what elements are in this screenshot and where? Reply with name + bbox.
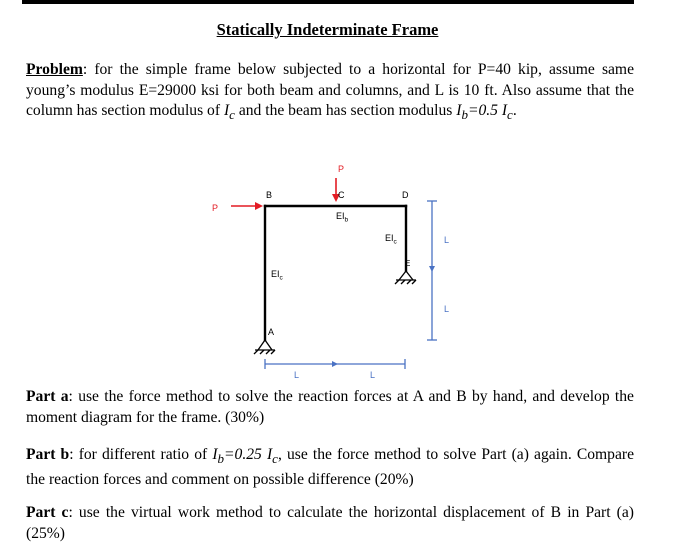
part-a: [26, 387, 634, 428]
right-column-stiffness-label: $EI_c$: [385, 233, 397, 246]
page-title: Statically Indeterminate Frame: [216, 20, 439, 39]
left-column-stiffness-label: $EI_c$: [271, 269, 283, 282]
node-c-label: C: [338, 190, 345, 200]
support-a: [254, 340, 275, 354]
part-c: [26, 503, 634, 544]
vertical-dimension: [427, 201, 437, 340]
problem-text-3: .: [512, 102, 517, 119]
beam-stiffness-label: $EI_b$: [336, 211, 349, 224]
dim-horizontal-right-label: L: [370, 370, 376, 380]
ib-ratio-subscript: c: [507, 107, 513, 123]
ib-symbol: I: [456, 102, 462, 119]
part-b-text-2: , use the force method to solve Part (a) again. Compare the reaction forces and comment on possible difference (20%): [26, 446, 634, 488]
vertical-load-label: P: [338, 164, 345, 174]
part-c-text: : use the virtual work method to calculate the horizontal displacement of B in Part (a) (25%): [26, 504, 634, 542]
ic-subscript: c: [229, 107, 235, 123]
horizontal-load-arrow: [231, 202, 263, 210]
problem-label: Problem: [26, 61, 83, 78]
node-b-label: B: [266, 190, 273, 200]
part-a-text: : use the force method to solve the reaction forces at A and B by hand, and develop the moment diagram for the frame. (30%): [26, 388, 634, 426]
part-b: [26, 445, 634, 490]
dim-horizontal-left-label: L: [294, 370, 300, 380]
ib-ratio: =0.5 I: [467, 102, 508, 119]
part-a-label: Part a: [26, 388, 69, 405]
ic-symbol: I: [223, 102, 230, 119]
ib-subscript: b: [461, 107, 468, 123]
dim-vertical-bottom-label: L: [444, 304, 450, 314]
problem-text-2: and the beam has section modulus: [234, 102, 457, 119]
node-d-label: D: [402, 190, 409, 200]
horizontal-dimension: [265, 359, 405, 369]
part-b-ratio: =0.25 I: [224, 446, 273, 463]
part-b-label: Part b: [26, 446, 70, 463]
horizontal-load-label: P: [212, 203, 219, 213]
part-b-ratio-subscript: c: [272, 451, 278, 467]
problem-text-1: : for the simple frame below subjected to a horizontal for P=40 kip, assume same young’s modulus E=29000 ksi for both beam and columns, and L is 10 ft. Also assume that the column has section modulus of: [26, 61, 634, 119]
part-c-label: Part c: [26, 504, 69, 521]
support-e: [395, 271, 416, 284]
part-b-text-1: : for different ratio of: [69, 446, 213, 463]
dim-vertical-top-label: L: [444, 235, 450, 245]
node-e-label: E: [405, 259, 411, 268]
node-a-label: A: [268, 327, 275, 337]
part-b-ib-symbol: I: [212, 446, 218, 463]
part-b-ib-subscript: b: [217, 451, 225, 467]
